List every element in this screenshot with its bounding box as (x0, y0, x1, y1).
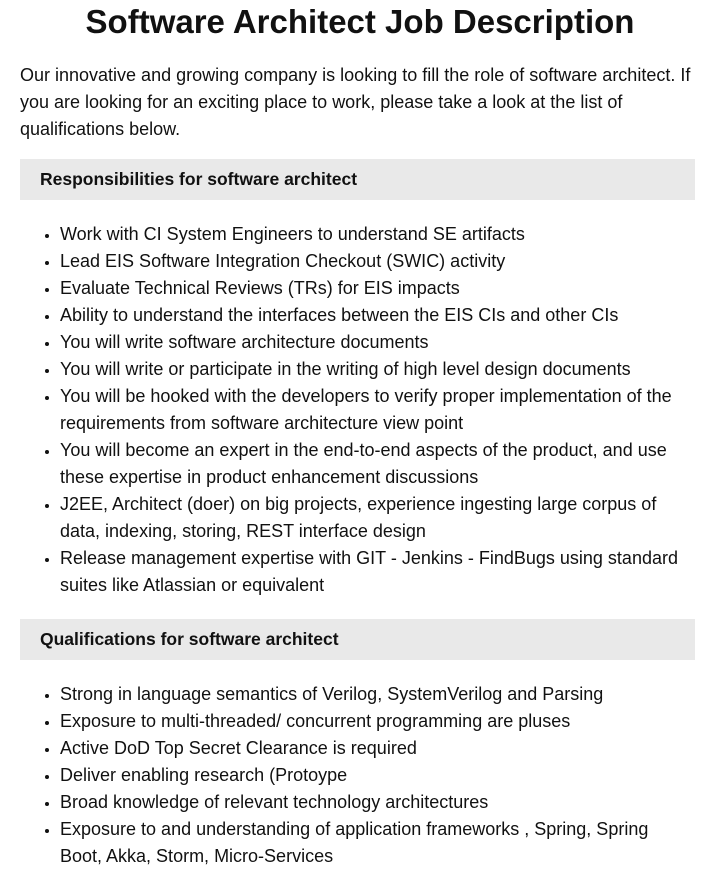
responsibilities-list (20, 221, 695, 599)
list-item: • Active DoD Top Secret Clearance is required (60, 735, 695, 762)
list-item: • You will write software architecture documents (60, 329, 695, 356)
list-item: • Lead EIS Software Integration Checkout (SWIC) activity (60, 248, 695, 275)
list-item: • You will write or participate in the writing of high level design documents (60, 356, 695, 383)
list-item: • Evaluate Technical Reviews (TRs) for EIS impacts (60, 275, 695, 302)
list-item: • J2EE, Architect (doer) on big projects, experience ingesting large corpus of data, indexing, storing, REST interface design (60, 491, 695, 545)
list-item: • Work with CI System Engineers to understand SE artifacts (60, 221, 695, 248)
list-item: • Broad knowledge of relevant technology architectures (60, 789, 695, 816)
list-item: • Strong in language semantics of Verilog, SystemVerilog and Parsing (60, 681, 695, 708)
list-item: • Exposure to multi-threaded/ concurrent programming are pluses (60, 708, 695, 735)
intro-paragraph: Our innovative and growing company is looking to fill the role of software architect. If you are looking for an exciting place to work, please take a look at the list of qualifications below. (20, 65, 691, 139)
responsibilities-heading: Responsibilities for software architect (20, 159, 695, 200)
list-item: • Ability to understand the interfaces between the EIS CIs and other CIs (60, 302, 695, 329)
qualifications-list (20, 681, 695, 870)
qualifications-heading: Qualifications for software architect (20, 619, 695, 660)
list-item: • You will become an expert in the end-to-end aspects of the product, and use these expertise in product enhancement discussions (60, 437, 695, 491)
list-item: • Release management expertise with GIT - Jenkins - FindBugs using standard suites like Atlassian or equivalent (60, 545, 695, 599)
list-item: • Exposure to and understanding of application frameworks , Spring, Spring Boot, Akka, Storm, Micro-Services (60, 816, 695, 870)
list-item: • Deliver enabling research (Protoype (60, 762, 695, 789)
page-title: Software Architect Job Description (85, 3, 635, 40)
list-item: • You will be hooked with the developers to verify proper implementation of the requirements from software architecture view point (60, 383, 695, 437)
